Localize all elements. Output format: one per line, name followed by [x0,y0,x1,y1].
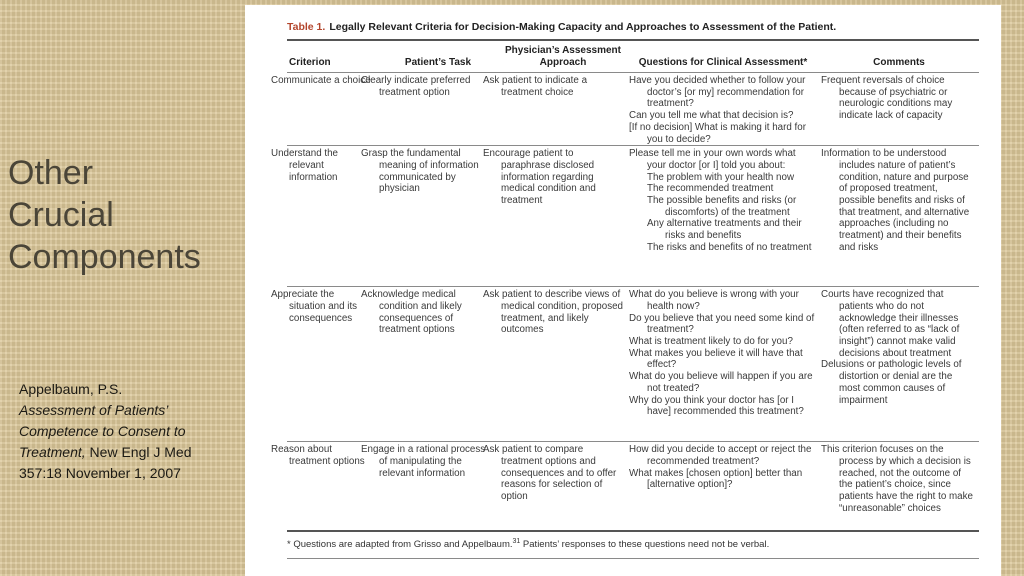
question-line: [If no decision] What is making it hard for you to decide? [629,121,806,145]
footnote-rule [287,558,979,559]
question-line: The possible benefits and risks (or discomforts) of the treatment [647,195,797,218]
header-comments: Comments [873,57,925,68]
table-caption-text: Legally Relevant Criteria for Decision-Making Capacity and Approaches to Assessment of the Patient. [329,21,837,33]
comment-line: Information to be understood includes nature of patient’s condition, nature and purpose of proposed treatment, possible benefits and risks of that treatment, and alternative approaches (including no treatment) and their benefits and risks [821,148,970,253]
comment-line: This criterion focuses on the process by which a decision is reached, not the outcome of the patient’s choice, since patients have the right to make “unreasonable” choices [821,444,973,514]
table-row [287,442,979,530]
slide-title [8,152,243,278]
question-line: What do you believe is wrong with your health now? [629,289,799,312]
question-line: What is treatment likely to do for you? [629,336,793,348]
header-questions: Questions for Clinical Assessment* [638,57,808,68]
table-number: Table 1. [287,21,326,33]
citation-author: Appelbaum, P.S. [19,381,123,397]
title-line-3: Components [8,238,201,276]
question-line: Any alternative treatments and their risks and benefits [647,218,802,242]
cell-approach: Ask patient to indicate a treatment choice [483,75,588,98]
cell-task: Engage in a rational process of manipulating the relevant information [361,444,486,479]
header-physician-approach: Physician’s Assessment Approach [505,45,621,68]
cell-questions [627,146,819,286]
question-line: Can you tell me what that decision is? [629,110,794,122]
question-line: Do you believe that you need some kind of treatment? [629,312,815,336]
cell-questions [627,442,819,530]
table-footnote [287,538,979,550]
table-image [245,5,1001,576]
table-row [287,73,979,145]
cell-criterion: Appreciate the situation and its consequences [271,289,358,324]
cell-approach: Ask patient to describe views of medical condition, proposed treatment, and likely outcomes [483,289,623,336]
cell-criterion: Reason about treatment options [271,444,365,467]
footnote-tail: Patients’ responses to these questions need not be verbal. [520,539,770,551]
table-header-row [287,41,979,72]
question-line: What makes you believe it will have that effect? [629,347,803,371]
question-line: Please tell me in your own words what your doctor [or I] told you about: [629,148,796,171]
cell-questions [627,73,819,145]
question-line: The risks and benefits of no treatment [647,241,812,253]
cell-task: Clearly indicate preferred treatment option [361,75,471,98]
cell-comments [819,287,979,441]
criteria-table [271,41,979,532]
cell-approach: Ask patient to compare treatment options and consequences and to offer reasons for selection of option [483,444,617,503]
cell-criterion: Understand the relevant information [271,148,338,183]
cell-questions [627,287,819,441]
question-line: What do you believe will happen if you are not treated? [629,371,813,394]
table-caption [287,21,979,33]
title-line-2: Crucial [8,196,114,234]
header-criterion: Criterion [289,57,331,68]
footnote-text: * Questions are adapted from Grisso and Appelbaum. [287,539,513,551]
question-line: Have you decided whether to follow your doctor’s [or my] recommendation for treatment? [629,75,806,110]
table-bottom-rule [287,530,979,532]
comment-line: Courts have recognized that patients who do not acknowledge their illnesses (often referred to as “lack of insight”) cannot make valid decisions about treatment [821,289,960,359]
question-line: What makes [chosen option] better than [alternative option]? [629,467,803,491]
cell-task: Acknowledge medical condition and likely consequences of treatment options [361,289,462,336]
cell-comments [819,146,979,286]
question-line: The problem with your health now [647,171,795,183]
footnote-reference: 31 [512,538,521,546]
question-line: How did you decide to accept or reject the recommended treatment? [629,444,812,467]
table-row [287,287,979,441]
cell-task: Grasp the fundamental meaning of information communicated by physician [361,148,479,195]
question-line: The recommended treatment [647,183,774,195]
cell-comments [819,442,979,530]
cell-comments [819,73,979,145]
comment-line: Frequent reversals of choice because of psychiatric or neurologic conditions may indicate lack of capacity [821,75,953,122]
cell-approach: Encourage patient to paraphrase disclosed information regarding medical condition and treatment [483,148,596,207]
table-row [287,146,979,286]
cell-criterion: Communicate a choice [271,75,371,86]
title-line-1: Other [8,154,94,192]
citation-source: New Engl J Med 357:18 November 1, 2007 [19,444,192,481]
header-patient-task: Patient’s Task [404,57,472,68]
citation-title: Assessment of Patients’ Competence to Consent to Treatment, [19,402,186,460]
question-line: Why do you think your doctor has [or I have] recommended this treatment? [629,394,804,418]
citation [19,379,219,484]
comment-line: Delusions or pathologic levels of distortion or denial are the most common causes of impairment [821,359,962,406]
